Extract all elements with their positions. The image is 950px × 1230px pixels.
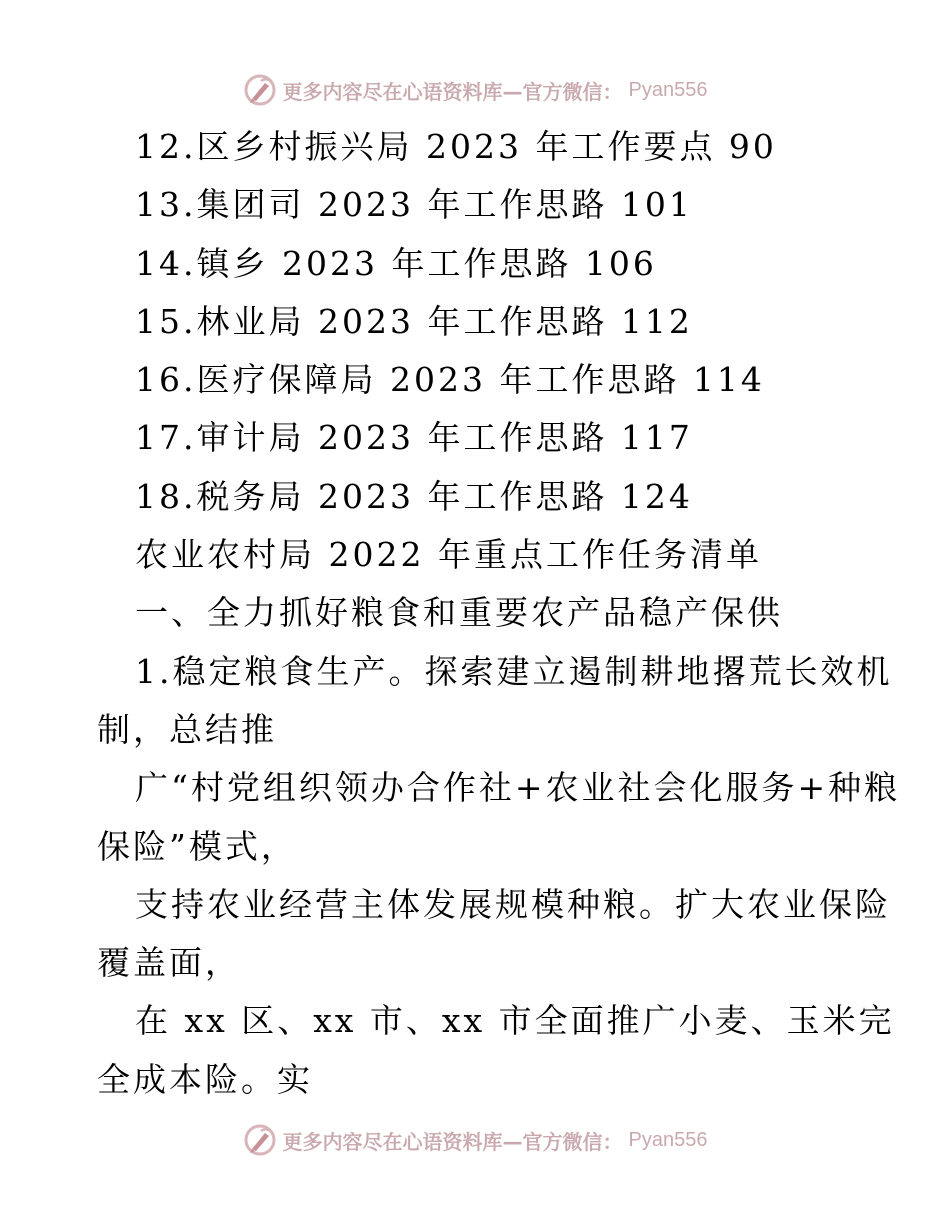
text-line: 覆盖面， [97, 943, 241, 983]
watermark-text: 更多内容尽在心语资料库—官方微信： [282, 1129, 623, 1154]
text-line: 18.税务局 2023 年工作思路 124 [135, 476, 693, 516]
watermark-banner-bottom [0, 1120, 950, 1160]
text-line: 保险”模式， [97, 826, 297, 866]
text-line: 14.镇乡 2023 年工作思路 106 [135, 243, 657, 283]
text-line: 一、全力抓好粮食和重要农产品稳产保供 [135, 593, 783, 633]
document-body [97, 118, 901, 1109]
watermark-banner-top [0, 70, 950, 110]
pen-logo-icon [243, 1123, 277, 1157]
text-line: 12.区乡村振兴局 2023 年工作要点 90 [135, 127, 777, 166]
watermark-wechat-id: Pyan556 [628, 1128, 708, 1151]
text-line: 16.医疗保障局 2023 年工作思路 114 [135, 360, 765, 400]
text-line: 1.稳定粮食生产。探索建立遏制耕地撂荒长效机 [135, 651, 893, 691]
text-line: 广“村党组织领办合作社+农业社会化服务+种粮 [135, 768, 901, 808]
text-line: 15.林业局 2023 年工作思路 112 [135, 301, 693, 341]
text-line: 制，总结推 [97, 709, 277, 749]
watermark-wechat-id: Pyan556 [628, 78, 708, 101]
text-line: 在 xx 区、xx 市、xx 市全面推广小麦、玉米完 [135, 1001, 895, 1041]
text-line: 17.审计局 2023 年工作思路 117 [135, 418, 693, 458]
watermark-text: 更多内容尽在心语资料库—官方微信： [282, 79, 623, 104]
text-line: 支持农业经营主体发展规模种粮。扩大农业保险 [135, 884, 891, 924]
text-line: 全成本险。实 [97, 1059, 313, 1099]
pen-logo-icon [243, 73, 277, 107]
text-line: 农业农村局 2022 年重点工作任务清单 [135, 535, 762, 575]
text-line: 13.集团司 2023 年工作思路 101 [135, 185, 693, 225]
